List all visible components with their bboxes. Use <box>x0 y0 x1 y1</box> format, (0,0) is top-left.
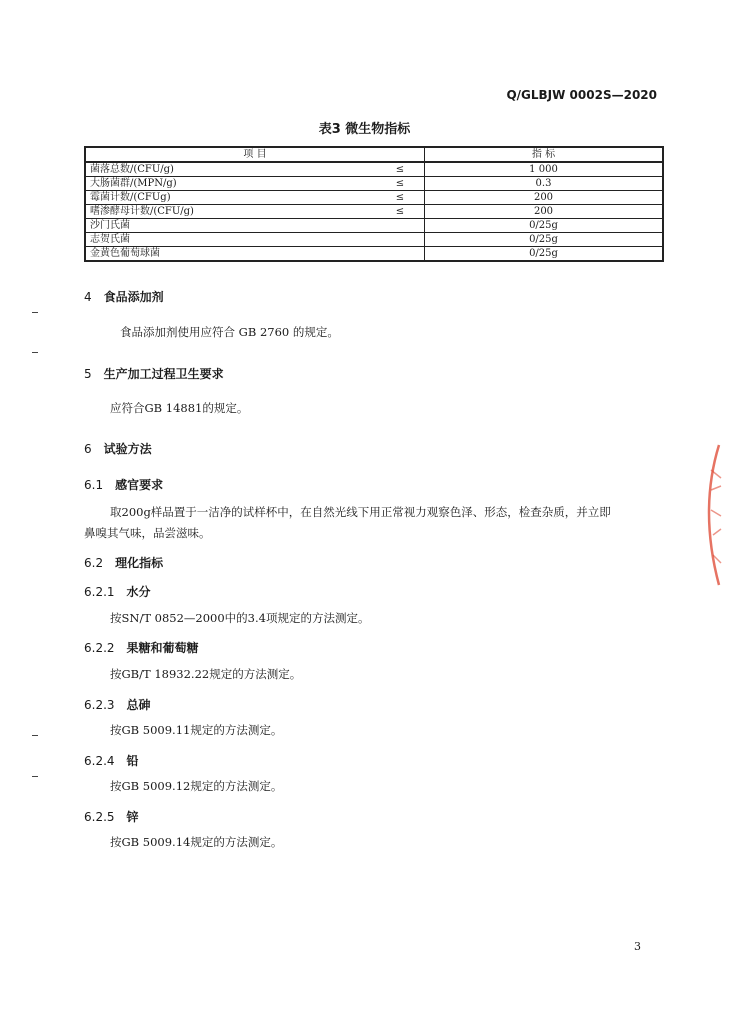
row-item: 霉菌计数/(CFUg) <box>85 191 376 205</box>
subsection-heading <box>84 583 151 600</box>
document-code: Q/GLBJW 0002S—2020 <box>506 88 657 102</box>
section-title: 铅 <box>126 754 139 768</box>
row-item: 志贺氏菌 <box>85 233 376 247</box>
paragraph-line-1: 取200g样品置于一洁净的试样杯中，在自然光线下用正常视力观察色泽、形态，检查杂质，并立即 <box>110 505 611 519</box>
table-title: 表3 微生物指标 <box>318 122 411 137</box>
section-title: 理化指标 <box>115 556 164 570</box>
table-row <box>85 205 663 219</box>
scan-mark <box>32 776 38 777</box>
table-row <box>85 191 663 205</box>
section-title: 果糖和葡萄糖 <box>126 641 199 655</box>
section-title: 生产加工过程卫生要求 <box>103 367 224 381</box>
section-title: 试验方法 <box>103 442 152 456</box>
page-number: 3 <box>634 940 641 953</box>
subsection-heading <box>84 639 199 656</box>
row-symbol <box>376 219 425 233</box>
row-value: 0.3 <box>425 177 664 191</box>
table-header-row <box>85 147 663 162</box>
section-title: 食品添加剂 <box>103 290 164 304</box>
subsection-heading <box>84 808 139 825</box>
paragraph: 按GB 5009.12规定的方法测定。 <box>110 779 283 793</box>
section-title: 总砷 <box>126 698 151 712</box>
paragraph: 按GB 5009.14规定的方法测定。 <box>110 835 283 849</box>
section-title: 锌 <box>126 810 139 824</box>
table-row <box>85 233 663 247</box>
header-item: 项 目 <box>85 147 425 162</box>
scan-mark <box>32 735 38 736</box>
section-number: 4 <box>84 290 92 304</box>
row-value: 0/25g <box>425 233 664 247</box>
row-symbol: ≤ <box>376 162 425 177</box>
row-value: 0/25g <box>425 219 664 233</box>
row-item: 金黄色葡萄球菌 <box>85 247 376 262</box>
table-row <box>85 219 663 233</box>
scan-mark <box>32 312 38 313</box>
table-row <box>85 177 663 191</box>
section-heading <box>84 288 164 305</box>
paragraph: 食品添加剂使用应符合 GB 2760 的规定。 <box>120 325 339 339</box>
row-value: 200 <box>425 191 664 205</box>
section-number: 6.2 <box>84 556 104 570</box>
section-number: 6.2.5 <box>84 810 115 824</box>
row-item: 嗜渗酵母计数/(CFU/g) <box>85 205 376 219</box>
paragraph: 按SN/T 0852—2000中的3.4项规定的方法测定。 <box>110 611 370 625</box>
paragraph: 按GB 5009.11规定的方法测定。 <box>110 723 283 737</box>
paragraph-line-2: 鼻嗅其气味，品尝滋味。 <box>84 526 211 540</box>
section-number: 6.2.1 <box>84 585 115 599</box>
header-value: 指 标 <box>425 147 664 162</box>
row-symbol <box>376 233 425 247</box>
section-number: 6.2.2 <box>84 641 115 655</box>
row-value: 1 000 <box>425 162 664 177</box>
section-number: 6.2.3 <box>84 698 115 712</box>
row-item: 大肠菌群/(MPN/g) <box>85 177 376 191</box>
seal-stamp-icon <box>689 440 729 590</box>
section-number: 6.2.4 <box>84 754 115 768</box>
subsection-heading <box>84 554 163 571</box>
row-symbol: ≤ <box>376 205 425 219</box>
row-value: 200 <box>425 205 664 219</box>
table-row <box>85 162 663 177</box>
table-row <box>85 247 663 262</box>
row-symbol <box>376 247 425 262</box>
subsection-heading <box>84 696 151 713</box>
row-symbol: ≤ <box>376 177 425 191</box>
section-number: 6 <box>84 442 92 456</box>
section-number: 6.1 <box>84 478 104 492</box>
subsection-heading <box>84 476 163 493</box>
section-heading <box>84 440 152 457</box>
section-title: 感官要求 <box>115 478 164 492</box>
row-value: 0/25g <box>425 247 664 262</box>
section-number: 5 <box>84 367 92 381</box>
subsection-heading <box>84 752 139 769</box>
section-heading <box>84 365 224 382</box>
microbiology-table <box>84 146 664 262</box>
row-symbol: ≤ <box>376 191 425 205</box>
scan-mark <box>32 352 38 353</box>
row-item: 菌落总数/(CFU/g) <box>85 162 376 177</box>
paragraph: 按GB/T 18932.22规定的方法测定。 <box>110 667 302 681</box>
row-item: 沙门氏菌 <box>85 219 376 233</box>
section-title: 水分 <box>126 585 151 599</box>
paragraph: 应符合GB 14881的规定。 <box>110 401 249 415</box>
